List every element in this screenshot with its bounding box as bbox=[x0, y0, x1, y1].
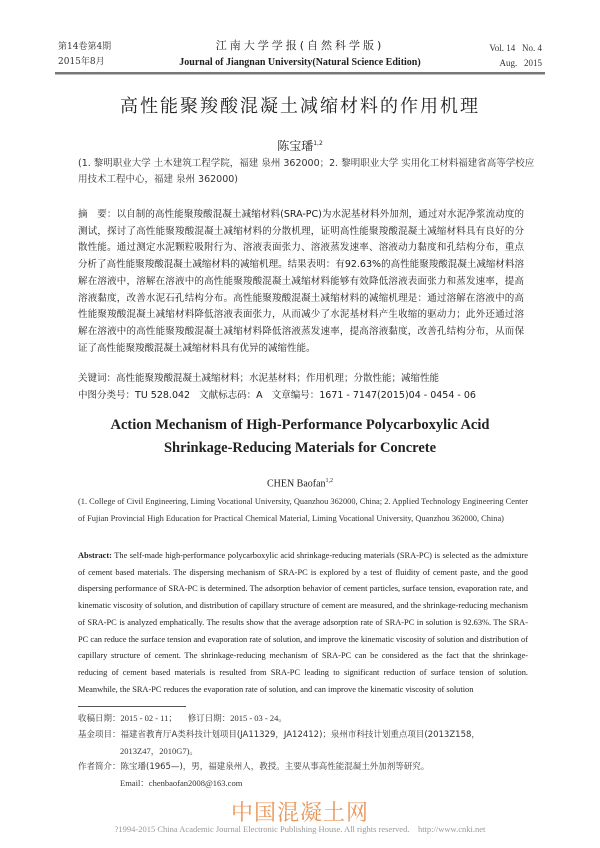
received-value: 2015 - 02 - 11； bbox=[120, 713, 177, 723]
title-cn: 高性能聚羧酸混凝土减缩材料的作用机理 bbox=[120, 96, 480, 117]
bio-text: 陈宝璠(1965—)，男，福建泉州人，教授。主要从事高性能混凝土外加剂等研究。 bbox=[120, 762, 430, 772]
doc-code-label: 文献标志码： bbox=[199, 389, 257, 401]
abstract-cn-label: 摘 要： bbox=[78, 209, 117, 220]
journal-name-en: Journal of Jiangnan University(Natural Science Edition) bbox=[179, 57, 421, 68]
watermark-logo: 中国混凝土网 bbox=[230, 801, 369, 826]
bio-line bbox=[78, 759, 538, 775]
doc-code-value: A bbox=[256, 389, 263, 401]
title-en bbox=[0, 414, 600, 460]
fund-label: 基金项目： bbox=[78, 730, 121, 740]
date-en: Aug. 2015 bbox=[499, 58, 542, 68]
volume-issue-cn: 第14卷第4期 bbox=[58, 42, 112, 52]
footnote-rule bbox=[78, 706, 186, 707]
volume-issue-en: Vol. 14 No. 4 bbox=[489, 43, 542, 53]
received-label: 收稿日期： bbox=[78, 714, 121, 724]
clc-value: TU 528.042 bbox=[135, 389, 191, 401]
abstract-cn bbox=[78, 207, 524, 357]
fund-line bbox=[78, 727, 538, 743]
bio-label: 作者简介： bbox=[78, 762, 121, 772]
abstract-cn-text: 以自制的高性能聚羧酸混凝土减缩材料(SRA-PC)为水泥基材料外加剂，通过对水泥净浆流动度的测试，探讨了高性能聚羧酸混凝土减缩材料的分散机理，证明高性能聚羧酸混凝土减缩材料具有良好的分散性能。通过测定水泥颗粒吸附行为、溶液表面张力、溶液蒸发速率、溶液动力黏度和孔结构分布，重点分析了高性能聚羧酸混凝土减缩材料的减缩机理。结果表明：有92.63%的高性能聚羧酸混凝土减缩材料溶解在溶液中，溶解在溶液中的高性能聚羧酸混凝土减缩材料能够有效降低溶液表面张力和蒸发速率，提高溶液黏度，改善水泥石孔结构分布。高性能聚羧酸混凝土减缩材料的减缩机理是：通过溶解在溶液中的高性能聚羧酸混凝土减缩材料降低溶液表面张力，从而减少了水泥基材料产生收缩的驱动力；此外还通过溶解在溶液中的高性能聚羧酸混凝土减缩材料降低溶液蒸发速率，提高溶液黏度，改善孔结构分布，从而保证了高性能聚羧酸混凝土减缩材料具有优异的减缩性能。 bbox=[78, 209, 524, 354]
keywords-cn bbox=[78, 371, 524, 388]
affiliation-en: (1. College of Civil Engineering, Liming Vocational University, Quanzhou 362000, China; 2. Applied Technology Engineering Center of Fujian Provincial High Education for Practical Chemical Material, Liming Vocational University, Quanzhou 362000, China) bbox=[78, 497, 528, 523]
keywords-label: 关键词： bbox=[78, 373, 117, 384]
author-en bbox=[0, 478, 600, 489]
fund-text-1: 福建省教育厅A类科技计划项目(JA11329，JA12412)；泉州市科技计划重点项目(2013Z158， bbox=[120, 730, 480, 740]
author-cn bbox=[0, 137, 600, 154]
abstract-en bbox=[78, 548, 528, 698]
fund-line-2: 2013Z47，2010G7)。 bbox=[120, 746, 198, 756]
article-no-label: 文章编号： bbox=[271, 389, 320, 401]
title-en-line1: Action Mechanism of High-Performance Polycarboxylic Acid bbox=[110, 417, 490, 433]
header-rule bbox=[55, 72, 545, 75]
author-name-en: CHEN Baofan bbox=[266, 478, 326, 490]
copyright-footer: ?1994-2015 China Academic Journal Electronic Publishing House. All rights reserved. http://www.cnki.net bbox=[114, 824, 486, 834]
received-dates bbox=[78, 710, 538, 727]
clc-label: 中图分类号： bbox=[78, 389, 136, 401]
keywords-text: 高性能聚羧酸混凝土减缩材料；水泥基材料；作用机理；分散性能；减缩性能 bbox=[116, 373, 440, 384]
header-right bbox=[489, 41, 542, 71]
author-affil-sup: 1,2 bbox=[313, 140, 323, 147]
journal-name-cn: 江南大学学报(自然科学版) bbox=[215, 39, 385, 52]
title-en-line2: Shrinkage-Reducing Materials for Concrete bbox=[163, 440, 437, 456]
author-name-cn: 陈宝璠 bbox=[277, 139, 314, 153]
revised-value: 2015 - 03 - 24。 bbox=[230, 713, 287, 723]
abstract-en-label: Abstract: bbox=[78, 551, 112, 560]
abstract-en-text: The self-made high-performance polycarboxylic acid shrinkage-reducing materials (SRA-PC) is selected as the admixture of cement based materials. The dispersing mechanism of SRA-PC is explored by a test of fluidity of cement paste, and the good dispersing performance of SRA-PC is determined. The adsorption behavior of cement particles, surface tension, evaporation rate, and kinematic viscosity of solution, and distribution of capillary structure of cement are measured, and the shrinkage-reducing mechanism of SRA-PC is analyzed emphatically. The results show that the average adsorption rate of SRA-PC in solution is 92.63%. The SRA-PC can reduce the surface tension and evaporation rate of solution, and improve the kinematic viscosity of solution and distribution of capillary structure of cement. The shrinkage-reducing mechanism of SRA-PC can be considered as the fact that the shrinkage-reducing of cement based materials is resulted from SRA-PC leading to significant reduction of surface tension of solution. Meanwhile, the SRA-PC reduces the evaporation rate of solution, and can improve the kinematic viscosity of solution bbox=[78, 551, 528, 694]
article-no-value: 1671 - 7147(2015)04 - 0454 - 06 bbox=[319, 389, 476, 401]
date-cn: 2015年8月 bbox=[58, 57, 105, 67]
author-en-affil-sup: 1,2 bbox=[325, 478, 334, 484]
affiliation-cn: (1. 黎明职业大学 土木建筑工程学院，福建 泉州 362000；2. 黎明职业大学 实用化工材料福建省高等学校应用技术工程中心，福建 泉州 362000) bbox=[78, 158, 535, 185]
classification-cn bbox=[78, 388, 524, 405]
footnotes bbox=[78, 710, 538, 791]
revised-label: 修订日期： bbox=[187, 714, 231, 724]
keywords-block bbox=[78, 371, 524, 404]
author-email: Email：chenbaofan2008@163.com bbox=[120, 778, 243, 788]
